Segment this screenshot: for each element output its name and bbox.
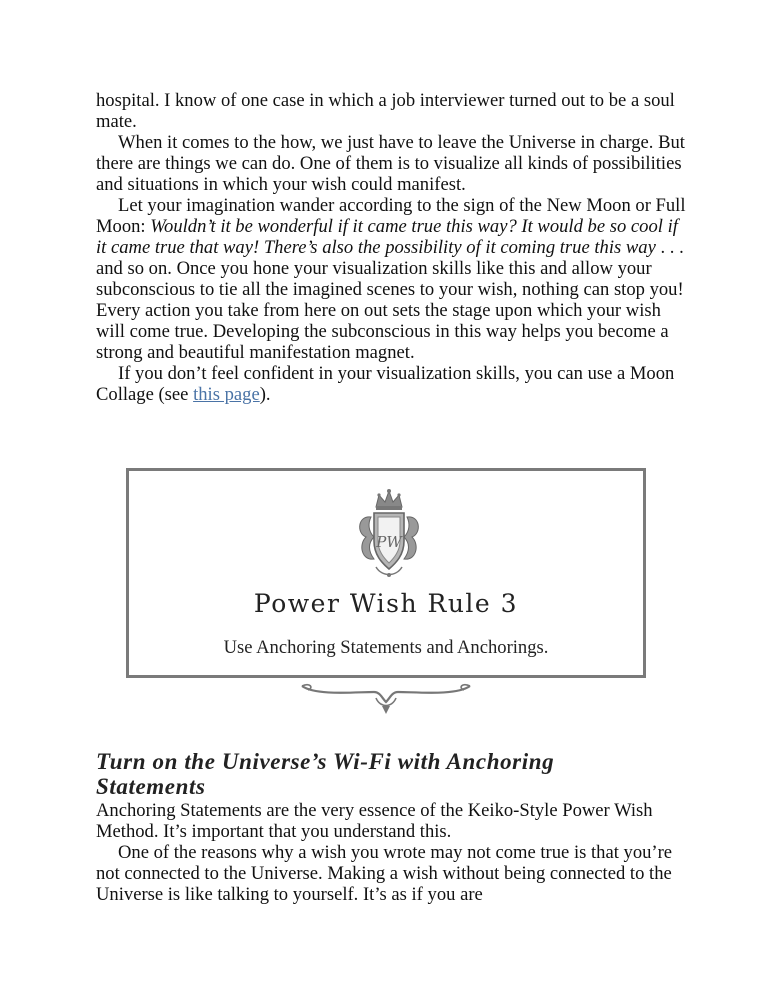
paragraph: When it comes to the how, we just have to leave the Universe in charge. But there are things we can do. One of them is to visualize all kinds of possibilities and situations in which your wish could manifest.: [96, 132, 685, 195]
section-body: [96, 800, 686, 905]
italic-text: Wouldn’t it be wonderful if it came true this way? It would be so cool if it came true that way! There’s also the possibility of it coming true this way: [96, 216, 678, 258]
paragraph-text: . . . and so on. Once you hone your visualization skills like this and allow your subconscious to tie all the imagined scenes to your wish, nothing can stop you! Every action you take from here on out sets the stage upon which your wish will come true. Developing the subconscious in this way helps you become a strong and beautiful manifestation magnet.: [96, 237, 684, 363]
crest-icon: [354, 487, 424, 579]
rule-subtitle: Use Anchoring Statements and Anchorings.: [223, 637, 549, 658]
paragraph: One of the reasons why a wish you wrote may not come true is that you’re not connected to the Universe. Making a wish without being connected to the Universe is like talking to yourself. It’s as if you are: [96, 842, 673, 905]
this-page-link[interactable]: this page: [193, 384, 260, 405]
rule-title: Power Wish Rule 3: [253, 589, 519, 618]
paragraph-text: Let your imagination wander according to the sign of the New Moon or Full Moon:: [96, 195, 686, 237]
paragraph: Anchoring Statements are the very essence of the Keiko-Style Power Wish Method. It’s important that you understand this.: [96, 800, 653, 842]
paragraph-text: If you don’t feel confident in your visualization skills, you can use a Moon Collage (see: [96, 363, 675, 405]
paragraph-text: ).: [259, 384, 271, 405]
paragraph: [96, 363, 686, 405]
body-text: [96, 90, 686, 405]
paragraph: [96, 195, 686, 363]
divider-ornament-icon: [296, 680, 476, 718]
paragraph: hospital. I know of one case in which a job interviewer turned out to be a soul mate.: [96, 90, 675, 132]
section-heading: Turn on the Universe’s Wi-Fi with Anchoring Statements: [96, 749, 555, 799]
rule-box: [126, 468, 646, 678]
crest-monogram: PW: [376, 533, 402, 551]
